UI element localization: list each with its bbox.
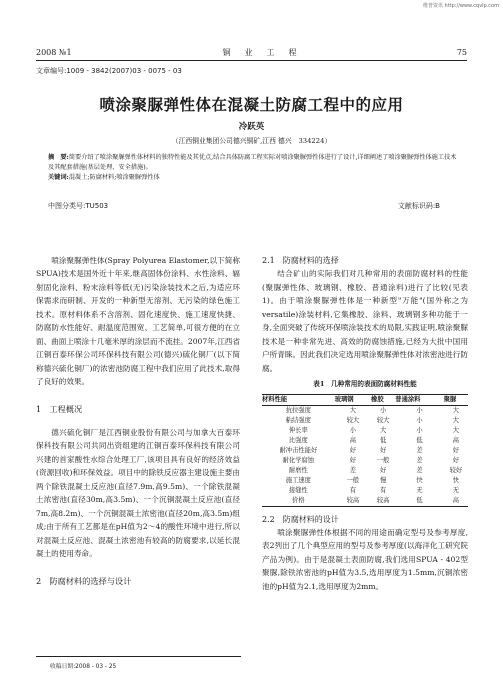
table-header-row (262, 394, 468, 405)
table-cell: 较高 (335, 496, 371, 507)
table-cell: 差 (416, 446, 423, 454)
abstract-body: 简要介绍了喷涂聚脲弹性体材料的独特性能及其优点,结合具体防腐工程实际对喷涂聚脲弹性体进行了设计,详细阐述了喷涂聚脲弹性体施工技术及其配套措施(基层处理、安全措施)。 (48, 154, 457, 171)
table-cell: 小 (380, 406, 387, 414)
table-cell: 接缝性 (288, 486, 308, 494)
table-row (262, 456, 468, 466)
table-cell: 快 (452, 476, 460, 484)
table-cell: 慢 (380, 476, 387, 484)
design-paragraph: 喷涂聚脲弹性体根据不同的用途而确定型号及参考厚度,表2列出了几个典型应用的型号及参考厚度(以海洋化工研究院产品为例)。由于是混凝土表面防腐,我们选用SPUA - 402型聚脲,除铁浓密池的pH值为3.5,选用厚度为1.5mm,沉铜浓密池的pH值为2.1,选用厚度为2mm。 (262, 527, 468, 591)
table-cell: 耐冲击性能好 (279, 446, 318, 454)
table-cell: 高 (349, 436, 357, 444)
table-cell: 较高 (371, 496, 395, 507)
section-heading-1: 1 工程概况 (36, 403, 83, 414)
selection-paragraph: 结合矿山的实际我们对几种常用的表面防腐材料的性能(聚脲弹性体、玻璃钢、橡胶、普通涂料)进行了比较(见表1)。由于喷涂聚脲弹性体是一种新型"万能"(国外称之为versatile)涂装材料,它集橡胶、涂料、玻璃钢多种功能于一身,全面突破了传统环保喷涂装技术的局限,实践证明,喷涂聚脲技术是一种非常先进、高效的防腐蚀措施,已经为大批中国用户所青睐。因此我们决定选用喷涂聚脲弹性体对浓密池进行防腐。 (262, 269, 468, 373)
table-cell: 一般 (346, 476, 360, 484)
table-cell: 大 (380, 426, 387, 434)
article-number: 文章编号:1009 - 3842(2007)03 - 0075 - 03 (36, 67, 182, 75)
table-row (262, 476, 468, 486)
watermark: 维普资讯 http://www.cqvip.com (422, 3, 499, 9)
table-cell: 小 (416, 426, 423, 434)
table-row (262, 496, 468, 507)
keywords (48, 173, 458, 183)
paper-title: 喷涂聚脲弹性体在混凝土防腐工程中的应用 (99, 95, 404, 114)
abstract-label: 摘 要: (48, 154, 69, 161)
table-cell: 耐化学腐蚀 (282, 456, 315, 464)
table-cell: 耐磨性 (288, 466, 308, 474)
year-issue: 2008 №1 (36, 47, 72, 57)
table-cell: 无 (452, 486, 460, 494)
abstract (48, 153, 458, 183)
clc-number: 中图分类号:TU503 (48, 202, 109, 210)
table-cell: 无 (416, 486, 423, 494)
keywords-value: 混凝土;防腐材料;喷涂聚脲弹性体 (68, 174, 160, 181)
footnote-rule (36, 656, 241, 657)
right-column (262, 254, 468, 593)
table-cell: 大 (452, 416, 460, 424)
page-number: 75 (456, 47, 467, 57)
table-cell: 快 (416, 476, 423, 484)
table-cell: 好 (380, 466, 387, 474)
table-cell: 一般 (376, 456, 390, 464)
affiliation: （江西铜业集团公司德兴铜矿,江西 德兴 334224） (171, 137, 332, 145)
table-cell: 差 (416, 456, 423, 464)
table-cell: 大 (452, 426, 460, 434)
materials-table (262, 394, 468, 507)
table-row (262, 405, 468, 416)
table-header: 玻璃钢 (335, 394, 371, 405)
table-cell: 比强度 (288, 436, 308, 444)
table-header: 聚脲 (444, 394, 468, 405)
table-cell: 有 (349, 486, 357, 494)
table-cell: 较大 (346, 416, 360, 424)
table-header: 橡胶 (371, 394, 395, 405)
table-cell: 伸长率 (288, 426, 308, 434)
table-cell: 粘结强度 (285, 416, 311, 424)
table-cell: 好 (380, 446, 387, 454)
table-cell: 大 (349, 406, 357, 414)
keywords-label: 关键词: (48, 174, 69, 181)
table-cell: 好 (349, 456, 357, 464)
table-row (262, 446, 468, 456)
classification-line (48, 201, 458, 211)
header-rule (36, 60, 467, 61)
table-cell: 高 (452, 436, 460, 444)
document-code: 文献标识码:B (397, 202, 440, 210)
table-caption: 表1 几种常用的表面防腐材料性能 (313, 380, 417, 389)
table-cell: 差 (349, 466, 357, 474)
table-cell: 好 (349, 446, 357, 454)
table-cell: 较好 (449, 466, 463, 474)
table-row (262, 436, 468, 446)
table-cell: 低 (380, 436, 387, 444)
received-date: 收稿日期:2008 - 03 - 25 (50, 664, 117, 670)
table-cell: 小 (416, 406, 423, 414)
left-column (36, 254, 240, 598)
author: 冷跃英 (238, 122, 265, 132)
section-heading-2-1: 2.1 防腐材料的选择 (262, 256, 339, 265)
table-cell: 大 (452, 406, 460, 414)
table-header: 材料性能 (262, 394, 335, 405)
table-row (262, 416, 468, 426)
section-heading-2-2: 2.2 防腐材料的设计 (262, 514, 339, 524)
table-cell: 抗拉强度 (285, 406, 311, 414)
table-cell: 小 (349, 426, 357, 434)
table-row (262, 466, 468, 476)
table-row (262, 426, 468, 436)
section-heading-2: 2 防腐材料的选择与设计 (36, 575, 132, 586)
overview-paragraph: 德兴硫化铜厂是江西铜业股份有限公司与加拿大百泰环保科技有限公司共同出资组建的江铜百泰环保科技有限公司兴建的首家酸性水综合处理工厂,该项目具有良好的经济效益(资源回收)和环保效益。项目中的除铁反应器主建设施主要由两个除铁混凝土反应池(直径7.9m,高9.5m)、一个除铁混凝土浓密池(直径30m,高3.5m)、一个沉铜混凝土反应池(直径7m,高8.2m)、一个沉铜混凝土浓密池(直径20m,高3.5m)组成;由于所有工艺都是在pH值为2～4的酸性环境中进行,所以对混凝土反应池、混凝土浓密池有较高的防腐要求,以延长混凝土的使用寿命。 (36, 427, 240, 559)
table-cell: 低 (416, 436, 423, 444)
table-cell: 施工速度 (285, 476, 311, 484)
intro-paragraph: 喷涂聚脲弹性体(Spray Polyurea Elastomer,以下简称SPUA)技术是国外近十年来,继高固体份涂料、水性涂料、辐射固化涂料、粉末涂料等低(无)污染涂装技术之后,为适应环保需求而研制、开发的一种新型无溶剂、无污染的绿色施工技术。原材料体系不含溶剂、固化速度快、施工速度快捷、防腐防水性能好、耐温度范围宽、工艺简单,可很方便的在立面、曲面上喷涂十几毫米厚的涂层而不流挂。2007年,江西省江铜百泰环保公司环保科技有限公司(德兴)硫化铜厂(以下简称德兴硫化铜厂)的浓密池防腐工程中我们应用了此技术,取得了良好的效果。 (36, 256, 240, 387)
table-cell: 价格 (262, 496, 335, 507)
table-row (262, 486, 468, 496)
table-cell: 小 (416, 416, 423, 424)
table-cell: 有 (380, 486, 387, 494)
table-cell: 高 (444, 496, 468, 507)
running-header (36, 46, 467, 58)
table-cell: 较大 (376, 416, 390, 424)
table-cell: 低 (395, 496, 443, 507)
journal-name: 铜业工程 (222, 47, 311, 57)
table-cell: 好 (452, 446, 460, 454)
abstract-text (48, 153, 458, 173)
table-cell: 差 (416, 466, 423, 474)
table-cell: 好 (452, 456, 460, 464)
table-header: 普通涂料 (395, 394, 443, 405)
